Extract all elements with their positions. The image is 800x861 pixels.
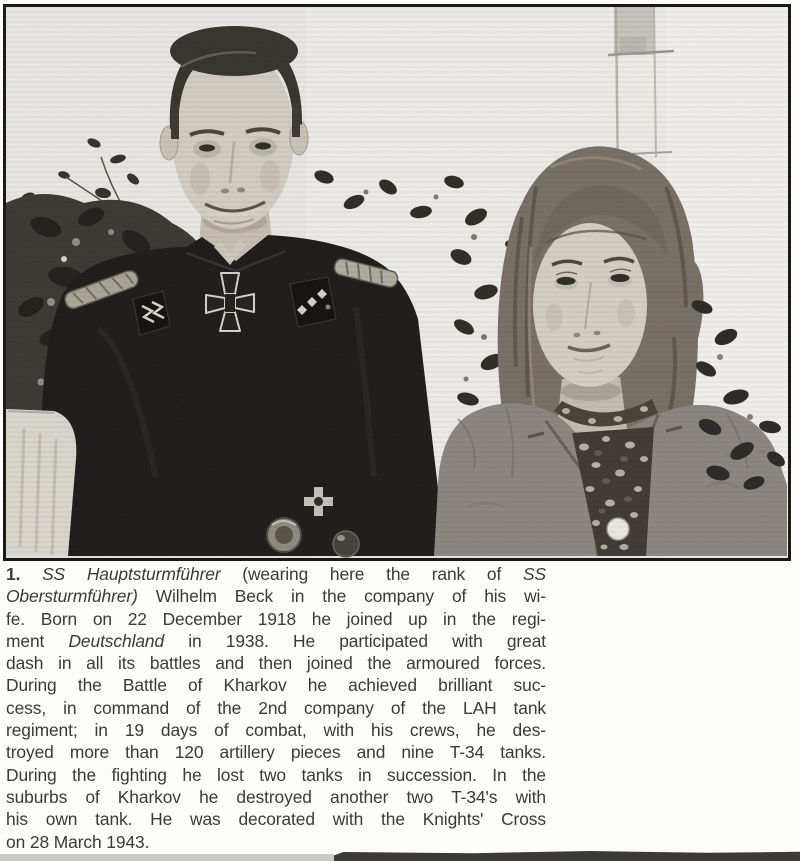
photo-grain [6,7,788,558]
caption-text: his own tank. He was decorated with the Knights' Cross [6,809,546,830]
next-photo-edge-light [0,854,334,861]
caption-text: suburbs of Kharkov he destroyed another two T-34's with [6,786,546,807]
photo-frame [3,4,791,561]
caption-italic-text: SS [522,564,546,584]
caption-line [6,786,546,808]
caption-line [6,652,546,674]
caption-line [6,674,546,696]
caption-text: regiment; in 19 days of combat, with his crews, he des- [6,720,546,741]
caption-line [6,764,546,786]
caption-line [6,585,546,607]
caption-line [6,563,546,585]
caption-text: ment [6,630,69,651]
caption-line [6,741,546,763]
caption-text: During the Battle of Kharkov he achieved brilliant suc- [6,675,546,696]
caption-bold-text: 1. [6,564,43,584]
caption-text: During the fighting he lost two tanks in succession. In the [6,764,546,785]
caption-line [6,697,546,719]
caption-line [6,831,546,853]
caption-italic-text: Deutschland [68,630,165,651]
caption-line [6,808,546,830]
caption-text: troyed more than 120 artillery pieces and nine T-34 tanks. [6,742,546,763]
figure-caption [6,563,546,853]
caption-text: in 1938. He participated with great [164,630,546,651]
caption-text: (wearing here the rank of [220,564,523,584]
caption-text: fe. Born on 22 December 1918 he joined up in the regi- [6,608,546,629]
caption-text: on 28 March 1943. [6,831,150,852]
photo-image [6,7,788,558]
caption-text: dash in all its battles and then joined the armoured forces. [6,653,546,674]
caption-line [6,630,546,652]
caption-text: cess, in command of the 2nd company of the LAH tank [6,697,546,718]
caption-line [6,719,546,741]
caption-italic-text: SS Hauptsturmführer [42,564,221,584]
caption-text: Wilhelm Beck in the company of his wi- [137,586,546,607]
caption-line [6,608,546,630]
caption-italic-text: Obersturmführer) [6,586,138,607]
